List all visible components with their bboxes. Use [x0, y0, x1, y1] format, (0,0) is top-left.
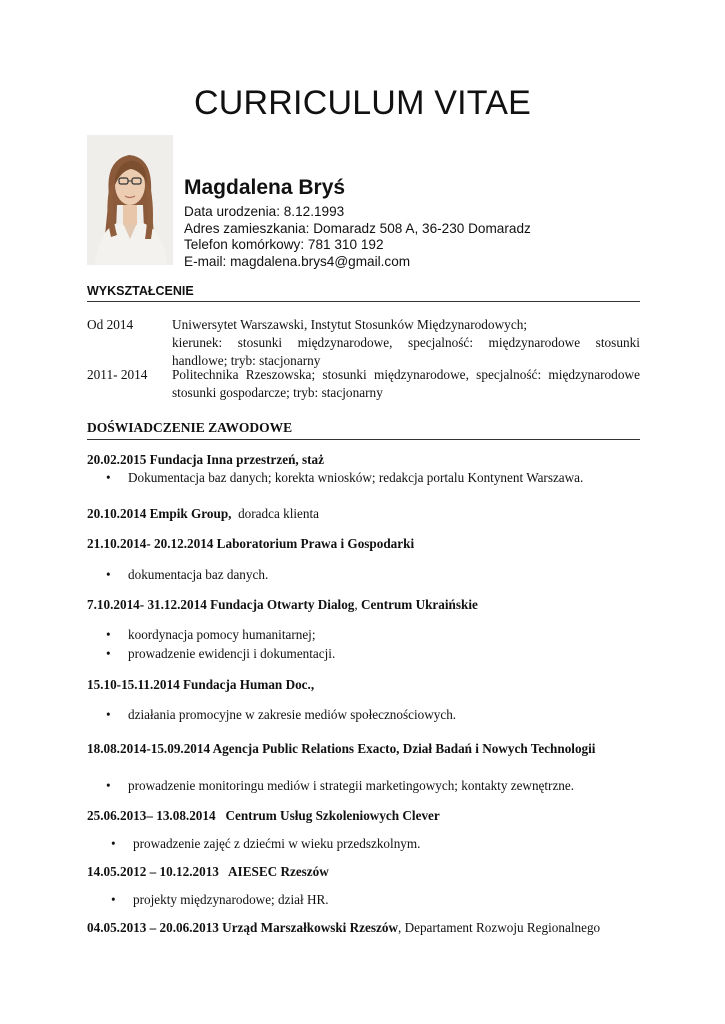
job-heading: 25.06.2013– 13.08.2014 Centrum Usług Szkoleniowych Clever [87, 808, 440, 823]
bullet-icon: • [111, 892, 116, 907]
bullet-text: koordynacja pomocy humanitarnej; [128, 627, 316, 642]
education-date: 2011- 2014 [87, 367, 148, 382]
job-title [87, 506, 319, 522]
job-heading: 14.05.2012 – 10.12.2013 AIESEC Rzeszów [87, 864, 329, 879]
education-date: Od 2014 [87, 317, 134, 332]
list-item [106, 778, 574, 794]
job-title [87, 808, 440, 824]
list-item [106, 567, 268, 583]
job-title [87, 741, 595, 757]
list-item [106, 646, 335, 662]
education-line: handlowe; tryb: stacjonarny [172, 353, 321, 368]
education-line: Uniwersytet Warszawski, Instytut Stosunków Międzynarodowych; [172, 317, 528, 332]
bullet-text: prowadzenie monitoringu mediów i strategii marketingowych; kontakty zewnętrzne. [128, 778, 575, 793]
education-line: Politechnika Rzeszowska; stosunki międzynarodowe, specjalność: międzynarodowe [172, 367, 640, 382]
education-item [87, 316, 640, 370]
bullet-text: Dokumentacja baz danych; korekta wniosków; redakcja portalu Kontynent Warszawa. [128, 470, 584, 485]
job-separator: , [354, 597, 361, 612]
contact-details [184, 204, 531, 270]
bullet-text: projekty międzynarodowe; dział HR. [133, 892, 329, 907]
bullet-icon: • [106, 778, 111, 793]
job-department: , Departament Rozwoju Regionalnego [397, 920, 601, 935]
job-title [87, 536, 414, 552]
bullet-text: prowadzenie zajęć z dziećmi w wieku przedszkolnym. [133, 836, 421, 851]
job-title [87, 452, 324, 468]
education-line: stosunki gospodarcze; tryb: stacjonarny [172, 385, 383, 400]
bullet-icon: • [106, 567, 111, 582]
job-heading: 21.10.2014- 20.12.2014 Laboratorium Prawa i Gospodarki [87, 536, 415, 551]
job-heading: 04.05.2013 – 20.06.2013 Urząd Marszałkowski Rzeszów [87, 920, 398, 935]
page-title: CURRICULUM VITAE [194, 84, 531, 122]
list-item [111, 836, 420, 852]
job-heading: 20.02.2015 Fundacja Inna przestrzeń, staż [87, 452, 324, 467]
job-unit: Centrum Ukraińskie [361, 597, 478, 612]
education-line: kierunek: stosunki międzynarodowe, specjalność: międzynarodowe stosunki [172, 335, 640, 350]
list-item [106, 627, 316, 643]
experience-heading: DOŚWIADCZENIE ZAWODOWE [87, 420, 640, 440]
education-body [172, 316, 640, 370]
bullet-icon: • [106, 707, 111, 722]
job-title [87, 920, 600, 936]
person-name: Magdalena Bryś [184, 176, 346, 199]
job-title [87, 597, 478, 613]
birth-date: Data urodzenia: 8.12.1993 [184, 204, 345, 219]
bullet-text: działania promocyjne w zakresie mediów społecznościowych. [128, 707, 457, 722]
list-item [106, 707, 456, 723]
bullet-text: prowadzenie ewidencji i dokumentacji. [128, 646, 336, 661]
job-title [87, 677, 314, 693]
education-item [87, 366, 640, 402]
bullet-text: dokumentacja baz danych. [128, 567, 269, 582]
job-heading: 15.10-15.11.2014 Fundacja Human Doc., [87, 677, 315, 692]
job-title [87, 864, 329, 880]
job-heading: 18.08.2014-15.09.2014 Agencja Public Relations Exacto, Dział Badań i Nowych Technologii [87, 741, 596, 756]
phone: Telefon komórkowy: 781 310 192 [184, 237, 384, 252]
bullet-icon: • [106, 646, 111, 661]
profile-photo [87, 135, 173, 265]
bullet-icon: • [106, 627, 111, 642]
education-body [172, 366, 640, 402]
job-role: doradca klienta [231, 506, 319, 521]
education-heading: WYKSZTAŁCENIE [87, 284, 640, 302]
email: E-mail: magdalena.brys4@gmail.com [184, 253, 411, 269]
list-item [106, 470, 583, 486]
job-heading: 20.10.2014 Empik Group, [87, 506, 232, 521]
job-heading: 7.10.2014- 31.12.2014 Fundacja Otwarty Dialog [87, 597, 355, 612]
list-item [111, 892, 329, 908]
address: Adres zamieszkania: Domaradz 508 A, 36-230 Domaradz [184, 220, 531, 236]
bullet-icon: • [111, 836, 116, 851]
bullet-icon: • [106, 470, 111, 485]
